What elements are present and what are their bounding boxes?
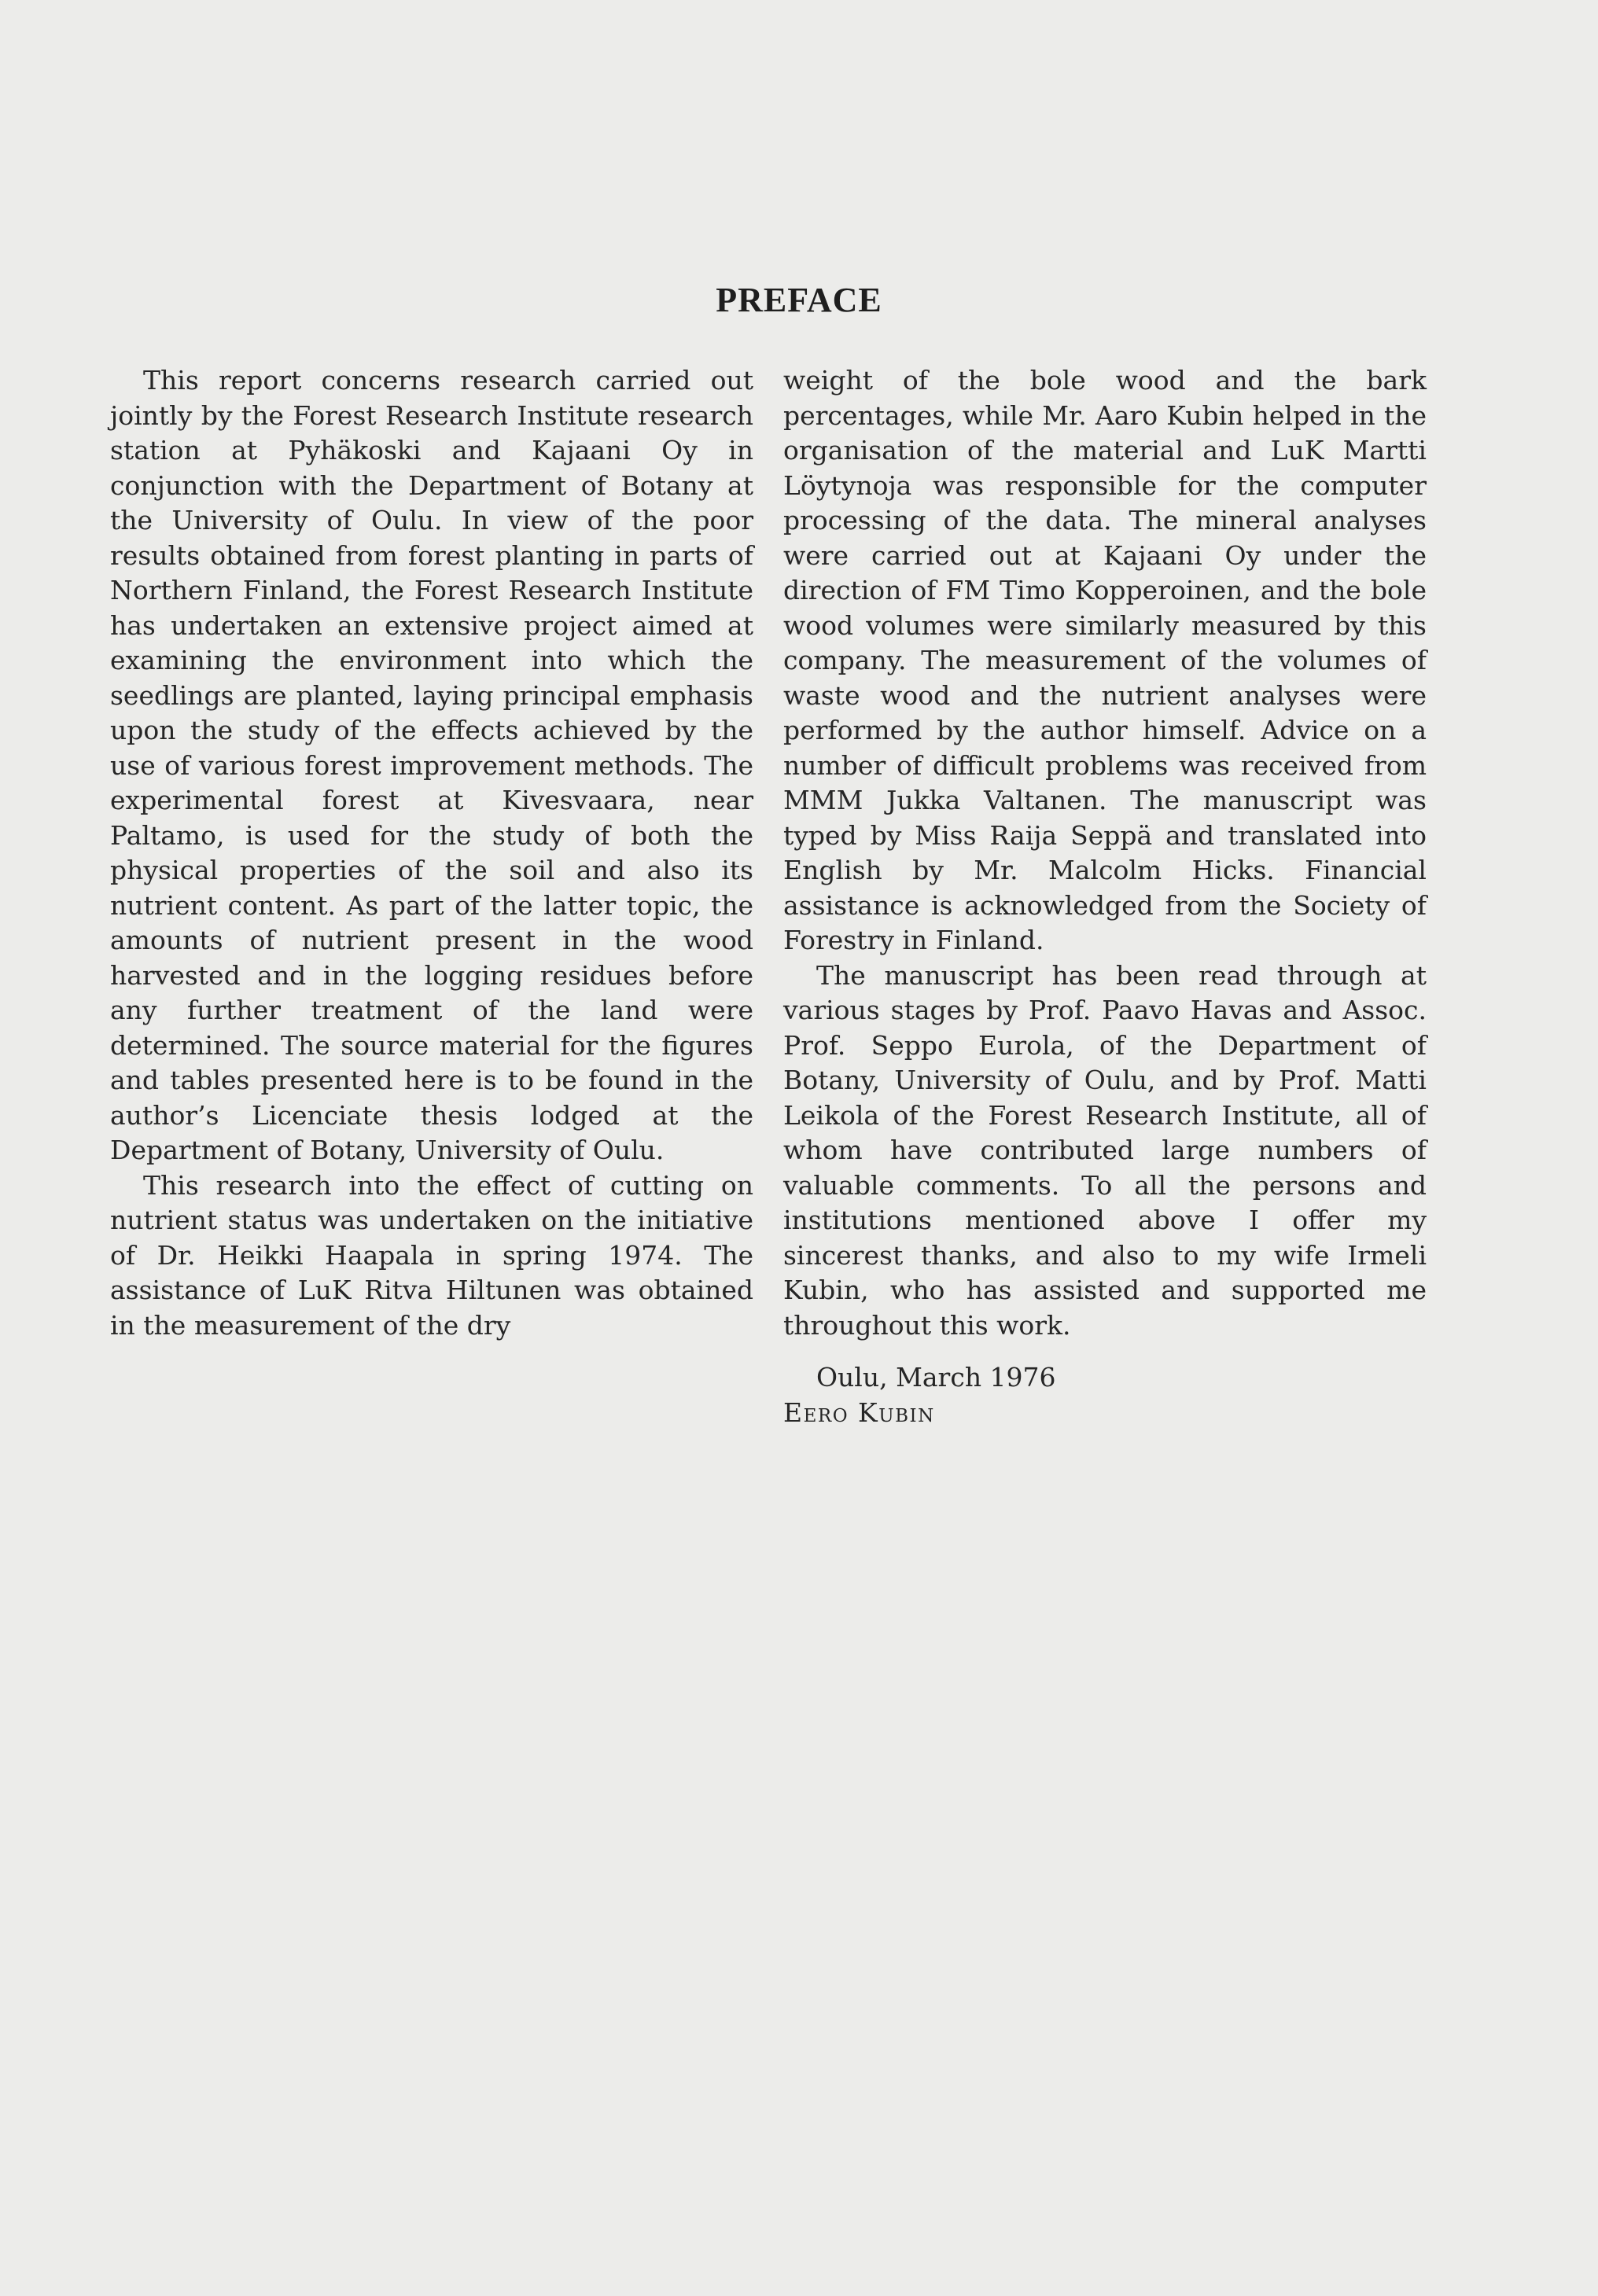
- dateline: Oulu, March 1976: [816, 1362, 1056, 1393]
- paragraph-project-overview: This report concerns research carried out jointly by the Forest Research Institute research station at Pyhäkoski and Kajaani Oy in conjunction with the Department of Botany at the University of Oulu. In view of the poor results obtained from forest planting in parts of Northern Finland, the Forest Research Institute has undertaken an extensive project aimed at examining the environment into which the seedlings are planted, laying principal emphasis upon the study of the effects achieved by the use of various forest improvement methods. The experimental forest at Kivesvaara, near Paltamo, is used for the study of both the physical properties of the soil and also its nutrient content. As part of the latter topic, the amounts of nutrient present in the wood harvested and in the logging residues before any further treatment of the land were determined. The source material for the figures and tables presented here is to be found in the author’s Licenciate thesis lodged at the Department of Botany, University of Oulu.: [110, 365, 753, 1165]
- paragraph-acknowledgements-continued: weight of the bole wood and the bark percentages, while Mr. Aaro Kubin helped in the organisation of the material and LuK Martti Löytynoja was responsible for the computer processing of the data. The mineral analyses were carried out at Kajaani Oy under the direction of FM Timo Kopperoinen, and the bole wood volumes were similarly measured by this company. The measurement of the volumes of waste wood and the nutrient analyses were performed by the author himself. Advice on a number of difficult problems was received from MMM Jukka Valtanen. The manuscript was typed by Miss Raija Seppä and translated into English by Mr. Malcolm Hicks. Financial assistance is acknowledged from the Society of Forestry in Finland.: [783, 365, 1427, 955]
- left-column: [110, 363, 753, 1343]
- author-signature: Eero Kubin: [783, 1396, 935, 1428]
- paragraph-acknowledgements-start: This research into the effect of cutting on nutrient status was undertaken on the initiative of Dr. Heikki Haapala in spring 1974. The assistance of LuK Ritva Hiltunen was obtained in the measurement of the dry: [110, 1169, 753, 1341]
- page-title: PREFACE: [716, 281, 882, 319]
- paragraph-reviewers-thanks: The manuscript has been read through at various stages by Prof. Paavo Havas and Assoc. Prof. Seppo Eurola, of the Department of Botany, University of Oulu, and by Prof. Matti Leikola of the Forest Research Institute, all of whom have contributed large numbers of valuable comments. To all the persons and institutions mentioned above I offer my sincerest thanks, and also to my wife Irmeli Kubin, who has assisted and supported me throughout this work.: [783, 959, 1427, 1341]
- right-column: [783, 363, 1427, 1430]
